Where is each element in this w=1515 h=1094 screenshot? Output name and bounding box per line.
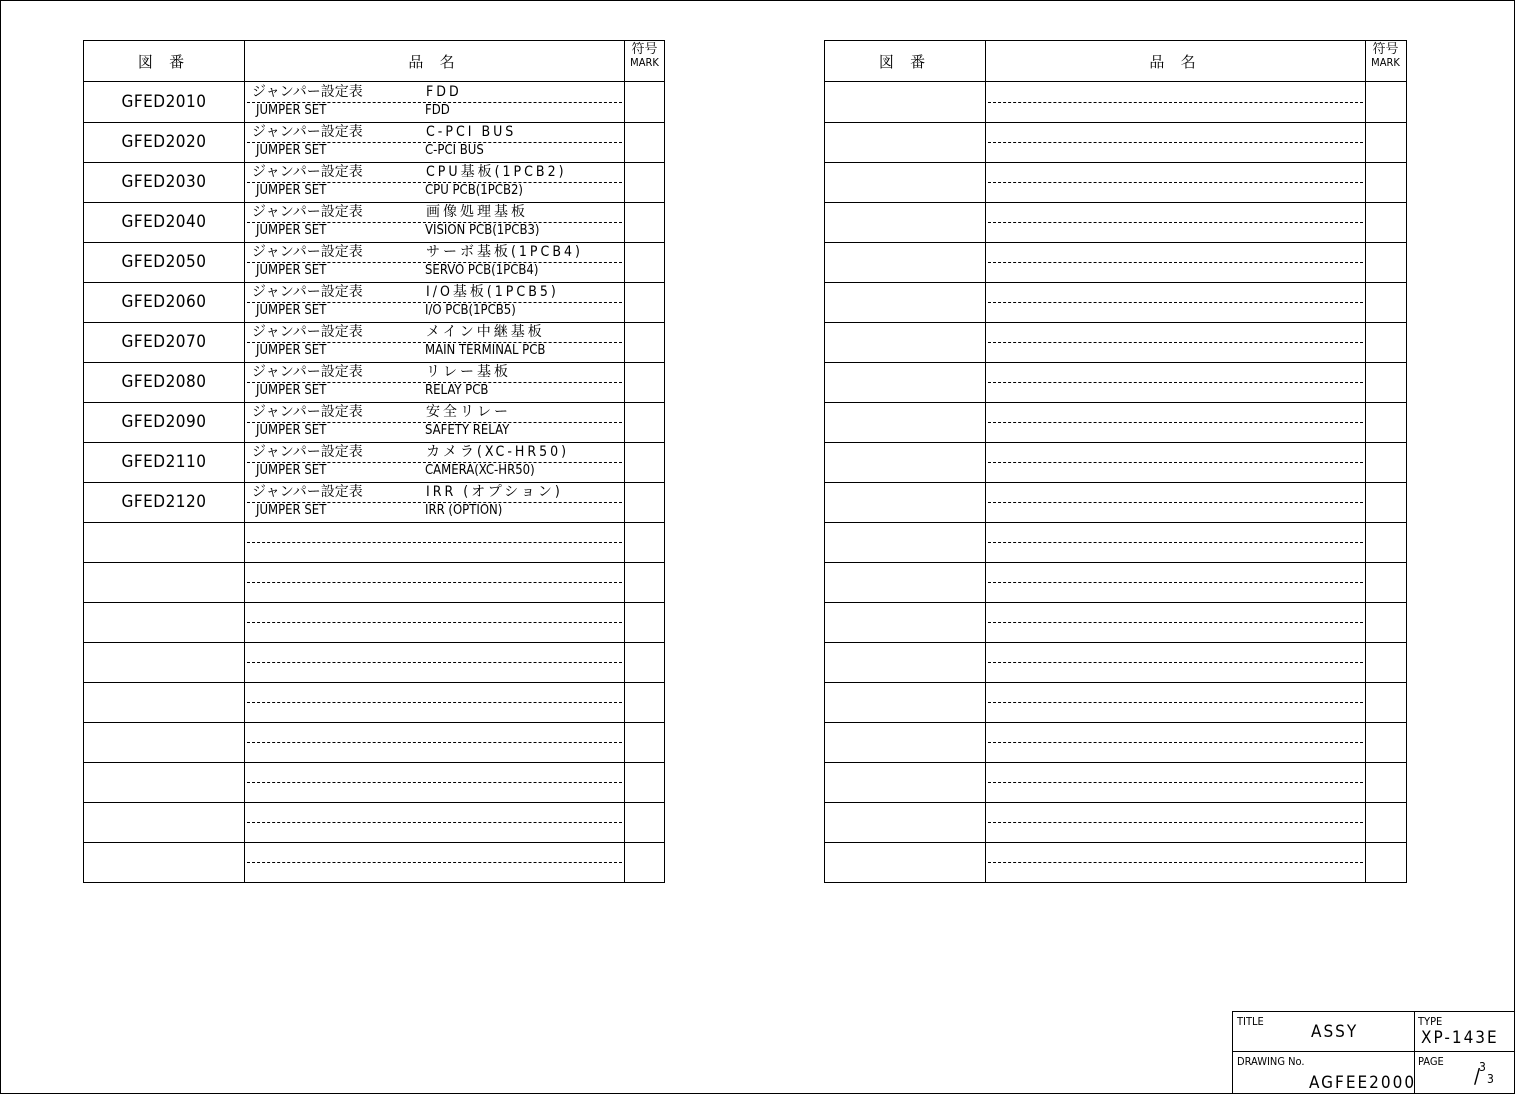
drawing-number bbox=[84, 802, 244, 842]
table-body bbox=[84, 82, 664, 882]
table-row bbox=[84, 482, 664, 523]
title-block-divider bbox=[1233, 1051, 1514, 1052]
drawing-number bbox=[825, 802, 985, 842]
table-row bbox=[825, 322, 1406, 363]
table-row bbox=[84, 682, 664, 723]
item-subject-en: RELAY PCB bbox=[425, 383, 489, 398]
drawing-number bbox=[825, 682, 985, 722]
table-row bbox=[825, 562, 1406, 603]
dashed-divider bbox=[988, 302, 1363, 303]
table-row bbox=[825, 162, 1406, 203]
table-row bbox=[825, 722, 1406, 763]
drawing-number bbox=[825, 722, 985, 762]
dashed-divider bbox=[988, 582, 1363, 583]
item-name-jp: ジャンパー設定表 bbox=[252, 84, 363, 100]
drawing-number bbox=[84, 522, 244, 562]
table-row bbox=[825, 122, 1406, 163]
item-name-en: JUMPER SET bbox=[256, 383, 327, 398]
table-row bbox=[84, 562, 664, 603]
title-block bbox=[1232, 1011, 1514, 1093]
page-fraction-slash: / bbox=[1474, 1064, 1481, 1088]
header-item-name: 品 名 bbox=[1149, 52, 1202, 71]
drawing-number bbox=[84, 642, 244, 682]
item-subject-en: CPU PCB(1PCB2) bbox=[425, 183, 523, 198]
drawing-number: GFED2090 bbox=[121, 412, 207, 432]
table-row bbox=[825, 682, 1406, 723]
table-row bbox=[84, 442, 664, 483]
item-name-jp: ジャンパー設定表 bbox=[252, 244, 363, 260]
item-subject-jp: CPU基板(1PCB2) bbox=[426, 164, 567, 180]
item-subject-en: IRR (OPTION) bbox=[425, 503, 503, 518]
item-subject-jp: カメラ(XC-HR50) bbox=[426, 444, 570, 460]
table-row bbox=[825, 802, 1406, 843]
table-row bbox=[825, 82, 1406, 123]
table-header bbox=[825, 41, 1406, 82]
title-label: TITLE bbox=[1237, 1015, 1264, 1028]
table-row bbox=[825, 602, 1406, 643]
drawing-number: GFED2010 bbox=[121, 92, 207, 112]
drawing-number: GFED2120 bbox=[121, 492, 207, 512]
item-subject-jp: サーボ基板(1PCB4) bbox=[426, 244, 583, 260]
dashed-divider bbox=[988, 262, 1363, 263]
item-subject-jp: メイン中継基板 bbox=[426, 324, 545, 340]
type-value: XP-143E bbox=[1421, 1028, 1499, 1048]
item-subject-en: I/O PCB(1PCB5) bbox=[425, 303, 516, 318]
drawing-number bbox=[825, 82, 985, 122]
drawing-number bbox=[825, 122, 985, 162]
drawing-number bbox=[84, 762, 244, 802]
item-name-jp: ジャンパー設定表 bbox=[252, 124, 363, 140]
dashed-divider bbox=[988, 782, 1363, 783]
item-name-en: JUMPER SET bbox=[256, 223, 327, 238]
item-subject-jp: C-PCI BUS bbox=[426, 124, 517, 140]
table-row bbox=[84, 722, 664, 763]
table-body bbox=[825, 82, 1406, 882]
item-name-en: JUMPER SET bbox=[256, 463, 327, 478]
item-subject-en: VISION PCB(1PCB3) bbox=[425, 223, 540, 238]
drawing-number bbox=[825, 602, 985, 642]
header-drawing-no: 図 番 bbox=[137, 52, 191, 71]
drawing-number bbox=[825, 762, 985, 802]
item-name-en: JUMPER SET bbox=[256, 343, 327, 358]
dashed-divider bbox=[988, 702, 1363, 703]
drawing-number: GFED2110 bbox=[121, 452, 207, 472]
drawing-number bbox=[825, 162, 985, 202]
table-row bbox=[825, 242, 1406, 283]
header-drawing-no: 図 番 bbox=[878, 52, 932, 71]
dashed-divider bbox=[988, 822, 1363, 823]
drawing-number bbox=[825, 482, 985, 522]
page-label: PAGE bbox=[1418, 1055, 1444, 1068]
dashed-divider bbox=[988, 502, 1363, 503]
header-mark-jp: 符号 bbox=[631, 42, 658, 57]
item-name-en: JUMPER SET bbox=[256, 103, 327, 118]
dashed-divider bbox=[988, 342, 1363, 343]
drawing-number bbox=[825, 362, 985, 402]
table-row bbox=[84, 202, 664, 243]
item-name-en: JUMPER SET bbox=[256, 503, 327, 518]
drawing-number bbox=[825, 442, 985, 482]
item-name-jp: ジャンパー設定表 bbox=[252, 164, 363, 180]
drawing-number: GFED2060 bbox=[121, 292, 207, 312]
item-subject-en: SERVO PCB(1PCB4) bbox=[425, 263, 539, 278]
drawing-number bbox=[825, 282, 985, 322]
table-row bbox=[825, 282, 1406, 323]
dashed-divider bbox=[988, 142, 1363, 143]
dashed-divider bbox=[988, 542, 1363, 543]
column-divider bbox=[985, 41, 986, 882]
table-row bbox=[84, 842, 664, 882]
drawing-number bbox=[825, 562, 985, 602]
drawing-number bbox=[84, 562, 244, 602]
dashed-divider bbox=[247, 862, 622, 863]
dashed-divider bbox=[247, 542, 622, 543]
item-subject-en: C-PCI BUS bbox=[425, 143, 484, 158]
drawing-number bbox=[825, 642, 985, 682]
title-value: ASSY bbox=[1311, 1022, 1359, 1042]
dashed-divider bbox=[247, 702, 622, 703]
column-divider bbox=[1365, 41, 1366, 882]
table-row bbox=[84, 322, 664, 363]
header-mark bbox=[1366, 41, 1405, 81]
dashed-divider bbox=[988, 102, 1363, 103]
item-subject-jp: I/O基板(1PCB5) bbox=[426, 284, 559, 300]
dashed-divider bbox=[247, 782, 622, 783]
table-header bbox=[84, 41, 664, 82]
item-name-jp: ジャンパー設定表 bbox=[252, 204, 363, 220]
table-row bbox=[84, 82, 664, 123]
table-row bbox=[84, 122, 664, 163]
drawing-number bbox=[825, 322, 985, 362]
item-name-en: JUMPER SET bbox=[256, 263, 327, 278]
table-row bbox=[825, 762, 1406, 803]
dashed-divider bbox=[247, 822, 622, 823]
header-mark-en: MARK bbox=[630, 56, 659, 70]
item-subject-jp: リレー基板 bbox=[426, 364, 511, 380]
drawing-number: GFED2030 bbox=[121, 172, 207, 192]
header-mark-en: MARK bbox=[1371, 56, 1400, 70]
header-item-name: 品 名 bbox=[408, 52, 461, 71]
drawing-number bbox=[825, 202, 985, 242]
column-divider bbox=[244, 41, 245, 882]
drawing-number bbox=[825, 402, 985, 442]
drawing-number bbox=[84, 682, 244, 722]
dashed-divider bbox=[988, 222, 1363, 223]
table-row bbox=[825, 522, 1406, 563]
item-name-jp: ジャンパー設定表 bbox=[252, 484, 363, 500]
item-subject-jp: 安全リレー bbox=[426, 404, 511, 420]
header-mark-jp: 符号 bbox=[1372, 42, 1399, 57]
parts-list-table-left bbox=[83, 40, 665, 883]
item-name-jp: ジャンパー設定表 bbox=[252, 364, 363, 380]
dashed-divider bbox=[247, 742, 622, 743]
column-divider bbox=[624, 41, 625, 882]
table-row bbox=[84, 362, 664, 403]
parts-list-table-right bbox=[824, 40, 1407, 883]
drawing-number bbox=[825, 842, 985, 882]
drawing-number bbox=[825, 242, 985, 282]
drawing-no-label: DRAWING No. bbox=[1237, 1055, 1305, 1068]
item-name-jp: ジャンパー設定表 bbox=[252, 404, 363, 420]
item-subject-en: SAFETY RELAY bbox=[425, 423, 510, 438]
table-row bbox=[825, 482, 1406, 523]
table-row bbox=[825, 362, 1406, 403]
item-name-jp: ジャンパー設定表 bbox=[252, 284, 363, 300]
table-row bbox=[84, 642, 664, 683]
table-row bbox=[825, 842, 1406, 882]
dashed-divider bbox=[988, 862, 1363, 863]
drawing-number bbox=[825, 522, 985, 562]
dashed-divider bbox=[988, 382, 1363, 383]
item-name-en: JUMPER SET bbox=[256, 303, 327, 318]
dashed-divider bbox=[988, 622, 1363, 623]
table-row bbox=[84, 522, 664, 563]
item-name-jp: ジャンパー設定表 bbox=[252, 444, 363, 460]
dashed-divider bbox=[247, 582, 622, 583]
drawing-number: GFED2070 bbox=[121, 332, 207, 352]
item-subject-en: CAMERA(XC-HR50) bbox=[425, 463, 535, 478]
table-row bbox=[84, 402, 664, 443]
drawing-number: GFED2040 bbox=[121, 212, 207, 232]
drawing-number bbox=[84, 602, 244, 642]
drawing-no-value: AGFEE2000 bbox=[1309, 1073, 1417, 1093]
dashed-divider bbox=[988, 742, 1363, 743]
item-subject-jp: FDD bbox=[426, 84, 462, 100]
item-subject-en: MAIN TERMINAL PCB bbox=[425, 343, 546, 358]
item-name-en: JUMPER SET bbox=[256, 183, 327, 198]
item-name-jp: ジャンパー設定表 bbox=[252, 324, 363, 340]
item-subject-en: FDD bbox=[425, 103, 450, 118]
table-row bbox=[84, 162, 664, 203]
header-mark bbox=[625, 41, 664, 81]
dashed-divider bbox=[988, 182, 1363, 183]
table-row bbox=[825, 642, 1406, 683]
page-number: 3 bbox=[1479, 1060, 1486, 1074]
dashed-divider bbox=[988, 422, 1363, 423]
drawing-number bbox=[84, 722, 244, 762]
drawing-number bbox=[84, 842, 244, 882]
dashed-divider bbox=[247, 622, 622, 623]
item-subject-jp: 画像処理基板 bbox=[426, 204, 528, 220]
table-row bbox=[84, 282, 664, 323]
type-label: TYPE bbox=[1418, 1015, 1443, 1028]
dashed-divider bbox=[988, 662, 1363, 663]
page-total: 3 bbox=[1487, 1072, 1494, 1086]
dashed-divider bbox=[247, 662, 622, 663]
drawing-number: GFED2050 bbox=[121, 252, 207, 272]
item-name-en: JUMPER SET bbox=[256, 423, 327, 438]
table-row bbox=[825, 202, 1406, 243]
item-name-en: JUMPER SET bbox=[256, 143, 327, 158]
table-row bbox=[84, 802, 664, 843]
table-row bbox=[825, 402, 1406, 443]
drawing-number: GFED2020 bbox=[121, 132, 207, 152]
drawing-number: GFED2080 bbox=[121, 372, 207, 392]
item-subject-jp: IRR (オプション) bbox=[426, 484, 563, 500]
table-row bbox=[84, 242, 664, 283]
table-row bbox=[825, 442, 1406, 483]
dashed-divider bbox=[988, 462, 1363, 463]
table-row bbox=[84, 602, 664, 643]
table-row bbox=[84, 762, 664, 803]
